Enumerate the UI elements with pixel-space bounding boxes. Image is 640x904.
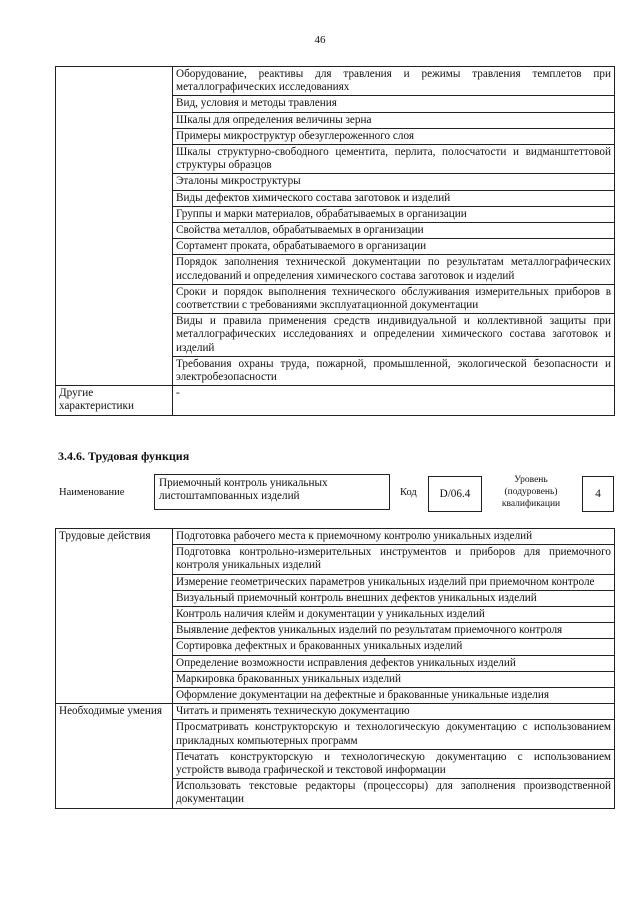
level-label: Уровень (подуровень) квалификации [501, 475, 561, 509]
level-value-box: 4 [582, 476, 614, 512]
knowledge-item: Эталоны микроструктуры [173, 174, 615, 190]
other-characteristics-row [56, 386, 615, 415]
labor-action-item: Измерение геометрических параметров уникальных изделий при приемочном контроле [173, 574, 615, 590]
knowledge-item: Требования охраны труда, пожарной, промышленной, экологической безопасности и электробезопасности [173, 356, 615, 385]
knowledge-item: Виды и правила применения средств индивидуальной и коллективной защиты при металлографических исследованиях и определении химического состава заготовок и изделий [173, 314, 615, 357]
labor-action-item: Определение возможности исправления дефектов уникальных изделий [173, 655, 615, 671]
labor-action-item: Подготовка контрольно-измерительных инструментов и приборов для приемочного контроля уникальных изделий [173, 545, 615, 574]
required-skill-item: Читать и применять техническую документацию [173, 704, 615, 720]
labor-action-item: Выявление дефектов уникальных изделий по результатам приемочного контроля [173, 623, 615, 639]
knowledge-item: Шкалы для определения величины зерна [173, 112, 615, 128]
name-label: Наименование [59, 487, 125, 498]
labor-action-item: Контроль наличия клейм и документации у уникальных изделий [173, 607, 615, 623]
knowledge-label [56, 67, 173, 386]
knowledge-item: Вид, условия и методы травления [173, 96, 615, 112]
knowledge-item: Сортамент проката, обрабатываемого в организации [173, 239, 615, 255]
labor-action-row [56, 529, 615, 545]
labor-action-label: Трудовые действия [56, 529, 173, 704]
required-skill-item: Использовать текстовые редакторы (процессоры) для заполнения производственной документации [173, 779, 615, 808]
required-skill-label: Необходимые умения [56, 704, 173, 808]
knowledge-item: Группы и марки материалов, обрабатываемых в организации [173, 206, 615, 222]
knowledge-item: Примеры микроструктур обезуглероженного слоя [173, 128, 615, 144]
other-characteristics-label: Другие характеристики [56, 386, 173, 415]
function-table [55, 528, 615, 809]
knowledge-table [55, 66, 615, 416]
knowledge-item: Свойства металлов, обрабатываемых в организации [173, 223, 615, 239]
knowledge-row [56, 67, 615, 96]
required-skill-item: Печатать конструкторскую и технологическую документацию с использованием устройств вывода графической и текстовой информации [173, 749, 615, 778]
name-value-box: Приемочный контроль уникальных листоштампованных изделий [154, 474, 390, 510]
knowledge-item: Шкалы структурно-свободного цементита, перлита, полосчатости и видманштеттовой структуры образцов [173, 145, 615, 174]
labor-action-item: Оформление документации на дефектные и бракованные уникальные изделия [173, 688, 615, 704]
knowledge-item: Оборудование, реактивы для травления и режимы травления темплетов при металлографических исследованиях [173, 67, 615, 96]
labor-action-item: Подготовка рабочего места к приемочному контролю уникальных изделий [173, 529, 615, 545]
other-characteristics-item: - [173, 386, 615, 415]
code-label: Код [400, 487, 417, 498]
labor-action-item: Визуальный приемочный контроль внешних дефектов уникальных изделий [173, 590, 615, 606]
code-value-box: D/06.4 [428, 476, 482, 512]
labor-action-item: Маркировка бракованных уникальных изделий [173, 671, 615, 687]
knowledge-item: Виды дефектов химического состава заготовок и изделий [173, 190, 615, 206]
section-title: 3.4.6. Трудовая функция [58, 449, 190, 463]
page-number: 46 [314, 34, 326, 46]
knowledge-item: Сроки и порядок выполнения технического обслуживания измерительных приборов в соответствии с требованиями эксплуатационной документации [173, 284, 615, 313]
labor-action-item: Сортировка дефектных и бракованных уникальных изделий [173, 639, 615, 655]
required-skill-item: Просматривать конструкторскую и технологическую документацию с использованием прикладных компьютерных программ [173, 720, 615, 749]
required-skill-row [56, 704, 615, 720]
knowledge-item: Порядок заполнения технической документации по результатам металлографических исследований и определения химического состава заготовок и изделий [173, 255, 615, 284]
